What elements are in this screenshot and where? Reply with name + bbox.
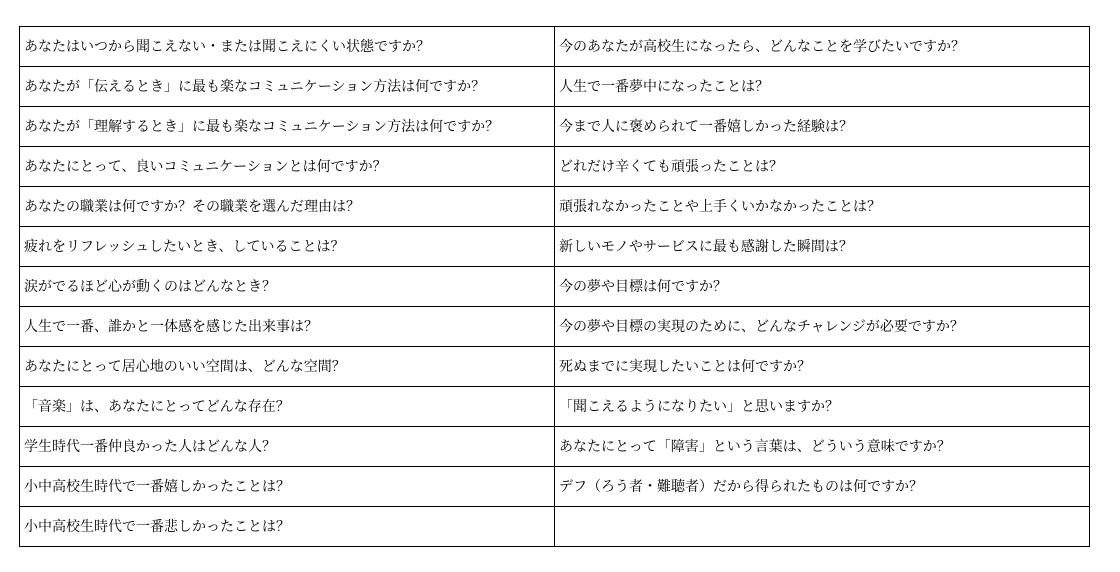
question-cell-right: 新しいモノやサービスに最も感謝した瞬間は？ [555, 227, 1090, 267]
question-cell-left: 人生で一番、誰かと一体感を感じた出来事は？ [20, 307, 555, 347]
question-cell-right: 頑張れなかったことや上手くいかなかったことは？ [555, 187, 1090, 227]
question-cell-right [555, 507, 1090, 547]
question-cell-right: 死ぬまでに実現したいことは何ですか？ [555, 347, 1090, 387]
table-row [20, 507, 1090, 547]
question-cell-left: あなたの職業は何ですか？その職業を選んだ理由は？ [20, 187, 555, 227]
question-cell-right: 人生で一番夢中になったことは？ [555, 67, 1090, 107]
question-table [19, 26, 1090, 547]
table-row [20, 67, 1090, 107]
question-cell-left: あなたが「理解するとき」に最も楽なコミュニケーション方法は何ですか？ [20, 107, 555, 147]
question-cell-left: 小中高校生時代で一番嬉しかったことは？ [20, 467, 555, 507]
table-row [20, 187, 1090, 227]
question-cell-left: 疲れをリフレッシュしたいとき、していることは？ [20, 227, 555, 267]
question-cell-right: 今の夢や目標は何ですか？ [555, 267, 1090, 307]
question-cell-left: あなたはいつから聞こえない・または聞こえにくい状態ですか？ [20, 27, 555, 67]
question-cell-left: 小中高校生時代で一番悲しかったことは？ [20, 507, 555, 547]
table-row [20, 427, 1090, 467]
question-cell-left: あなたが「伝えるとき」に最も楽なコミュニケーション方法は何ですか？ [20, 67, 555, 107]
table-row [20, 307, 1090, 347]
question-cell-left: あなたにとって、良いコミュニケーションとは何ですか？ [20, 147, 555, 187]
question-cell-right: あなたにとって「障害」という言葉は、どういう意味ですか？ [555, 427, 1090, 467]
table-row [20, 147, 1090, 187]
question-cell-left: 涙がでるほど心が動くのはどんなとき？ [20, 267, 555, 307]
question-cell-right: 今まで人に褒められて一番嬉しかった経験は？ [555, 107, 1090, 147]
table-row [20, 467, 1090, 507]
table-row [20, 387, 1090, 427]
question-cell-right: 今のあなたが高校生になったら、どんなことを学びたいですか？ [555, 27, 1090, 67]
table-row [20, 267, 1090, 307]
question-cell-right: 「聞こえるようになりたい」と思いますか？ [555, 387, 1090, 427]
question-cell-left: あなたにとって居心地のいい空間は、どんな空間？ [20, 347, 555, 387]
question-cell-right: どれだけ辛くても頑張ったことは？ [555, 147, 1090, 187]
table-row [20, 347, 1090, 387]
question-cell-right: デフ（ろう者・難聴者）だから得られたものは何ですか？ [555, 467, 1090, 507]
question-cell-left: 「音楽」は、あなたにとってどんな存在？ [20, 387, 555, 427]
table-row [20, 227, 1090, 267]
question-cell-right: 今の夢や目標の実現のために、どんなチャレンジが必要ですか？ [555, 307, 1090, 347]
question-cell-left: 学生時代一番仲良かった人はどんな人？ [20, 427, 555, 467]
table-row [20, 107, 1090, 147]
table-row [20, 27, 1090, 67]
